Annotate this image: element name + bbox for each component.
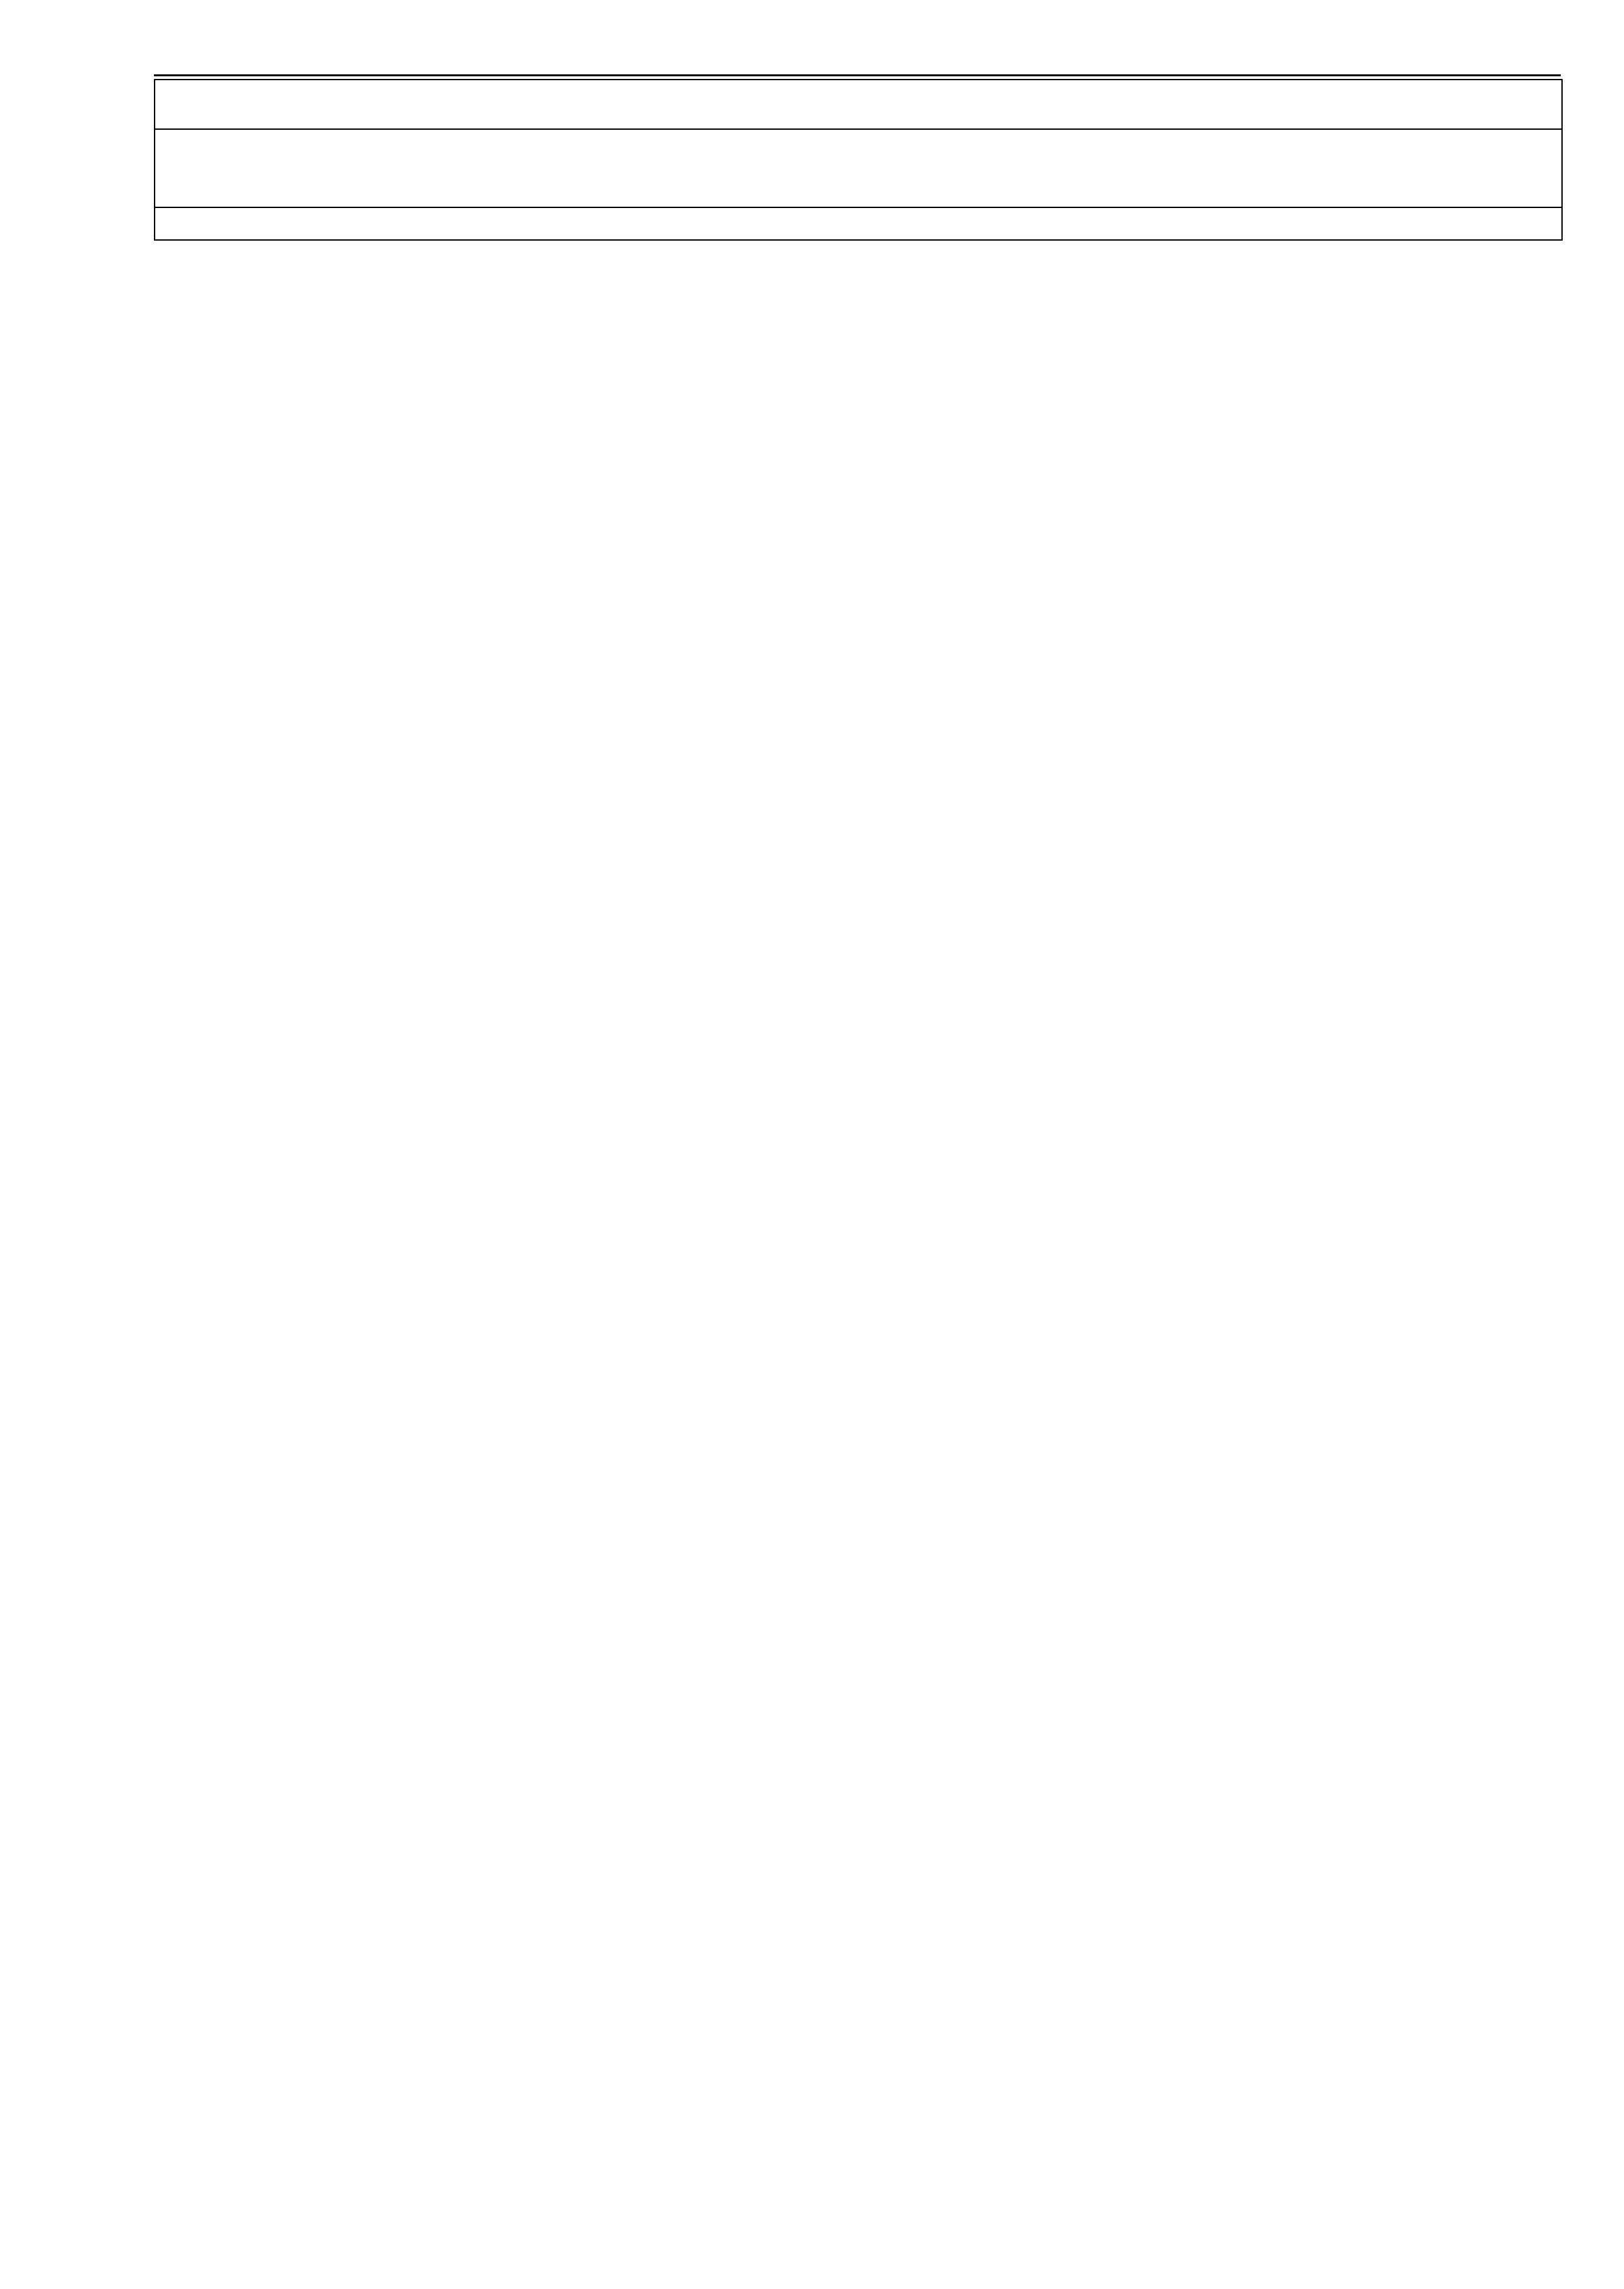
table-title-block [155,129,1562,207]
table-subtitle [155,207,1562,240]
header-rule [154,74,1561,76]
page-number [1500,2239,1561,2272]
section-4-heading [155,80,1562,240]
section-title [155,80,1562,129]
meter-line [160,130,1556,161]
running-header [154,38,1561,73]
rates-table [154,79,1563,241]
